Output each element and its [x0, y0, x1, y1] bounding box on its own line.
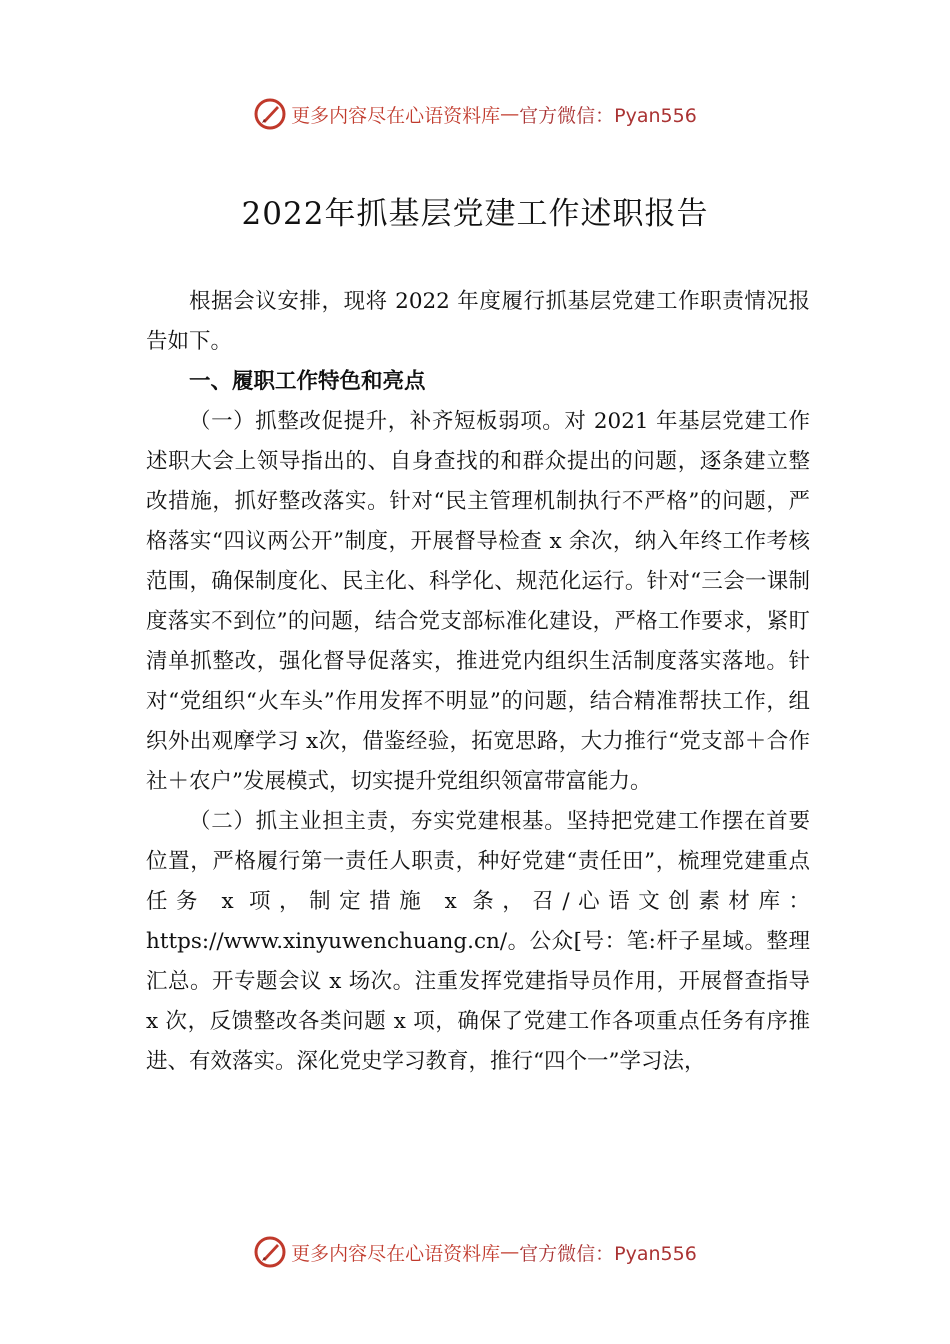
section-heading: 一、履职工作特色和亮点	[189, 369, 426, 394]
body-paragraph: （二）抓主业担主责，夯实党建根基。坚持把党建工作摆在首要位置，严格履行第一责任人职责，种好党建“责任田”，梳理党建重点任务 x 项，制定措施 x 条，召/心语文创素材库：https://www.xinyuwenchuang.cn/。公众[号：笔:杆子星域。整理汇总。开专题会议 x 场次。注重发挥党建指导员作用，开展督查指导 x 次，反馈整改各类问题 x 项，确保了党建工作各项重点任务有序推进、有效落实。深化党史学习教育，推行“四个一”学习法，	[146, 809, 810, 1074]
header-banner[interactable]	[0, 94, 950, 134]
banner-wechat-text: 官方微信：Pyan556	[519, 104, 697, 127]
footer-banner[interactable]	[0, 1232, 950, 1272]
logo-icon	[253, 97, 287, 131]
banner-dash: —	[500, 103, 520, 125]
banner-wechat-text: 官方微信：Pyan556	[519, 1242, 697, 1265]
body-paragraph: （一）抓整改促提升，补齐短板弱项。对 2021 年基层党建工作述职大会上领导指出的、自身查找的和群众提出的问题，逐条建立整改措施，抓好整改落实。针对“民主管理机制执行不严格”的问题，严格落实“四议两公开”制度，开展督导检查 x 余次，纳入年终工作考核范围，确保制度化、民主化、科学化、规范化运行。针对“三会一课制度落实不到位”的问题，结合党支部标准化建设，严格工作要求，紧盯清单抓整改，强化督导促落实，推进党内组织生活制度落实落地。针对“党组织“火车头”作用发挥不明显”的问题，结合精准帮扶工作，组织外出观摩学习 x次，借鉴经验，拓宽思路，大力推行“党支部＋合作社＋农户”发展模式，切实提升党组织领富带富能力。	[146, 409, 810, 794]
logo-icon	[253, 1235, 287, 1269]
page-title: 2022年抓基层党建工作述职报告	[241, 196, 709, 232]
banner-dash: —	[500, 1241, 520, 1263]
document-body	[146, 282, 810, 1082]
intro-paragraph: 根据会议安排，现将 2022 年度履行抓基层党建工作职责情况报告如下。	[146, 289, 810, 354]
banner-site-text: 更多内容尽在心语资料库	[291, 104, 501, 127]
banner-site-text: 更多内容尽在心语资料库	[291, 1242, 501, 1265]
